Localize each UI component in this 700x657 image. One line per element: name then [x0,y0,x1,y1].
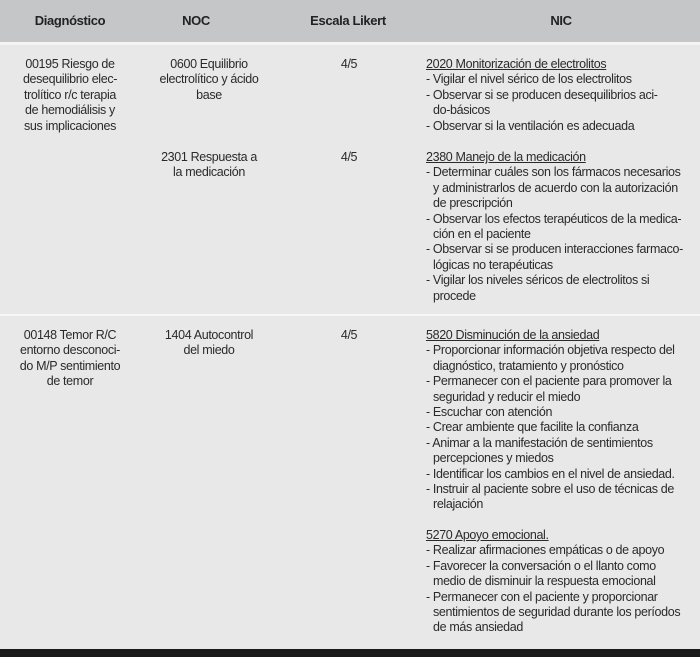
noc-cell [161,150,257,181]
text-line: trolítico r/c terapia [23,87,116,102]
text-line: de hemodiálisis y [25,103,115,118]
text-line: - Favorecer la conversación o el llanto como [426,558,656,573]
text-line: la medicación [173,165,245,180]
nic-title: 5820 Disminución de la ansiedad [426,328,600,342]
header-diagnostico: Diagnóstico [34,13,106,28]
text-line: - Permanecer con el paciente y proporcionar [426,589,658,604]
text-line: relajación [433,497,484,512]
nic-activity [426,374,680,405]
header-likert: Escala Likert [310,13,386,28]
text-line: medio de disminuir la respuesta emocional [433,574,656,589]
nic-cell [426,150,683,304]
text-line: de temor [46,374,94,389]
text-line: - Observar si se producen desequilibrios aci- [426,87,658,102]
nic-activity [426,212,683,243]
nic-activity [426,559,680,590]
nic-cell [426,57,658,134]
text-line: electrolítico y ácido [159,72,259,87]
nic-activity [426,88,658,119]
nic-activity [426,165,683,211]
nic-activity [426,273,683,304]
text-line: - Instruir al paciente sobre el uso de técnicas de [426,482,674,497]
nic-title: 2380 Manejo de la medicación [426,150,586,164]
footer-bar [0,649,700,657]
text-line: de prescripción [433,196,513,211]
text-line: - Observar si la ventilación es adecuada [426,118,635,133]
table-header [0,0,700,42]
text-line: 00148 Temor R/C [23,328,117,342]
text-line: seguridad y reducir el miedo [433,389,581,404]
likert-cell: 4/5 [340,328,358,342]
text-line: del miedo [183,343,235,358]
nic-activity [426,436,680,467]
nic-title: 2020 Monitorización de electrolitos [426,57,607,71]
text-line: - Crear ambiente que facilite la confianza [426,420,639,435]
nic-activity [426,242,683,273]
nic-activity [426,543,680,558]
text-line: - Escuchar con atención [426,405,553,420]
diagnostico-cell [23,57,117,134]
text-line: base [196,87,222,102]
text-line: - Observar los efectos terapéuticos de la medica- [426,211,682,226]
text-line: do-básicos [433,103,490,118]
text-line: percepciones y miedos [433,451,554,466]
text-line: - Vigilar el nivel sérico de los electrolitos [426,72,632,87]
diagnostico-cell [20,328,120,390]
text-line: y administrarlos de acuerdo con la autorización [433,180,678,195]
text-line: do M/P sentimiento [19,358,121,373]
header-divider [0,42,700,45]
nic-activity [426,482,680,513]
likert-cell: 4/5 [340,57,358,71]
noc-cell [165,328,253,359]
text-line: - Permanecer con el paciente para promover la [426,374,672,389]
text-line: 00195 Riesgo de [25,57,115,71]
noc-cell [160,57,259,103]
nic-activity [426,405,680,420]
text-line: 0600 Equilibrio [170,57,248,71]
text-line: - Determinar cuáles son los fármacos necesarios [426,165,681,180]
header-noc: NOC [182,13,210,28]
text-line: diagnóstico, tratamiento y pronóstico [433,358,624,373]
spacer [426,513,680,528]
likert-cell: 4/5 [340,150,358,164]
nic-activity [426,467,680,482]
nic-title: 5270 Apoyo emocional. [426,527,549,542]
text-line: sus implicaciones [23,118,117,133]
nic-cell [426,328,680,636]
text-line: procede [433,288,476,303]
nic-activity [426,420,680,435]
text-line: 2301 Respuesta a [161,150,257,164]
text-line: - Realizar afirmaciones empáticas o de apoyo [426,543,665,558]
nic-activity [426,343,680,374]
text-line: - Observar si se producen interacciones farmaco- [426,242,683,257]
text-line: - Proporcionar información objetiva respecto del [426,343,675,358]
text-line: entorno desconoci- [19,343,121,358]
row-divider [0,314,700,316]
text-line: sentimientos de seguridad durante los períodos [433,604,681,619]
text-line: 1404 Autocontrol [164,328,254,342]
nic-activity [426,590,680,636]
header-nic: NIC [550,13,572,28]
text-line: - Vigilar los niveles séricos de electrolitos si [426,273,650,288]
text-line: - Identificar los cambios en el nivel de ansiedad. [426,466,675,481]
text-line: de más ansiedad [433,620,523,635]
text-line: desequilibrio elec- [22,72,118,87]
nic-activity [426,119,658,134]
text-line: ción en el paciente [433,227,531,242]
text-line: - Animar a la manifestación de sentimientos [426,435,653,450]
text-line: lógicas no terapéuticas [433,257,553,272]
nic-activity [426,72,658,87]
